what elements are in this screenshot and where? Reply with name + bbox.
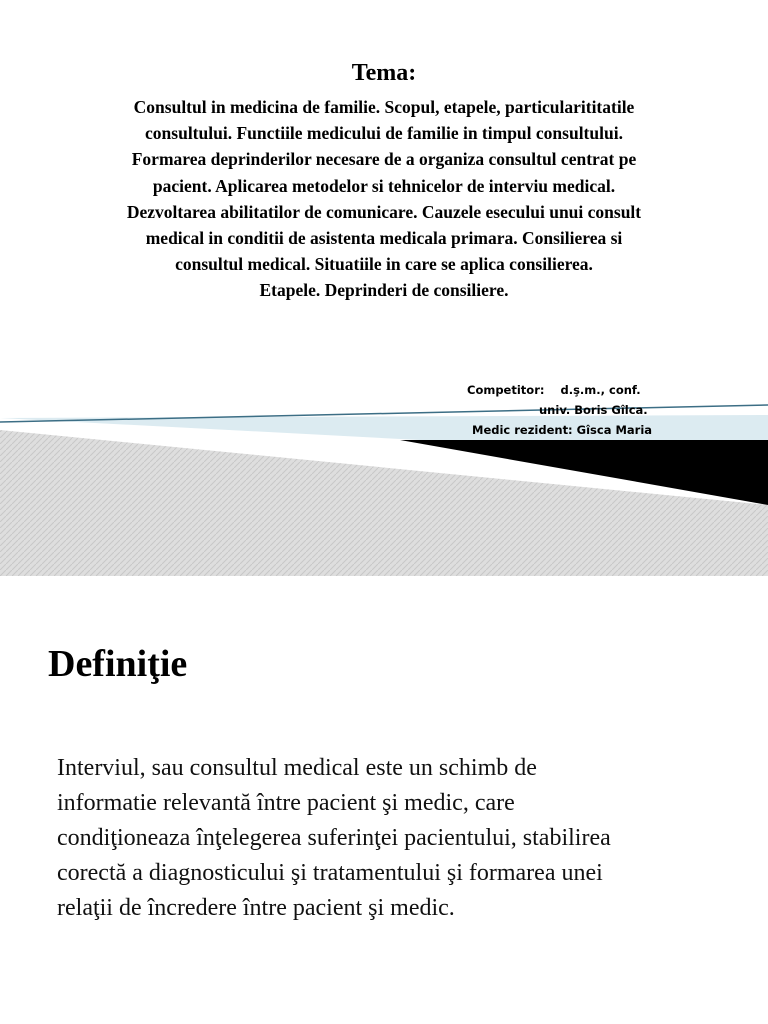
topic-line: Formarea deprinderilor necesare de a organiza consultul centrat pe bbox=[131, 149, 637, 170]
definition-line: informatie relevantă între pacient şi medic, care bbox=[57, 790, 515, 816]
topic-line: pacient. Aplicarea metodelor si tehnicelor de interviu medical. bbox=[152, 175, 616, 196]
definition-slide bbox=[0, 576, 768, 1024]
author-competitor: Competitor: d.ş.m., conf. bbox=[467, 383, 641, 397]
topic-description bbox=[40, 94, 728, 304]
definition-text bbox=[57, 751, 747, 926]
definition-line: Interviul, sau consultul medical este un schimb de bbox=[57, 755, 537, 781]
topic-line: Etapele. Deprinderi de consiliere. bbox=[259, 280, 509, 301]
definition-line: corectă a diagnosticului şi tratamentului şi formarea unei bbox=[57, 860, 603, 886]
definition-line: relaţii de încredere între pacient şi medic. bbox=[57, 895, 455, 921]
slide-title: Tema: bbox=[351, 60, 417, 86]
author-supervisor: univ. Boris Gîlca. bbox=[539, 403, 648, 417]
definition-line: condiţioneaza înţelegerea suferinţei pacientului, stabilirea bbox=[57, 825, 611, 851]
topic-line: Consultul in medicina de familie. Scopul, etapele, particularititatile bbox=[133, 97, 635, 117]
definition-heading: Definiţie bbox=[48, 643, 188, 685]
topic-line: Dezvoltarea abilitatilor de comunicare. Cauzele esecului unui consult bbox=[126, 201, 642, 222]
topic-line: medical in conditii de asistenta medicala primara. Consilierea si bbox=[145, 228, 623, 249]
author-resident: Medic rezident: Gîsca Maria bbox=[472, 423, 653, 437]
topic-line: consultul medical. Situatiile in care se aplica consilierea. bbox=[175, 254, 593, 275]
topic-line: consultului. Functiile medicului de familie in timpul consultului. bbox=[145, 123, 623, 144]
